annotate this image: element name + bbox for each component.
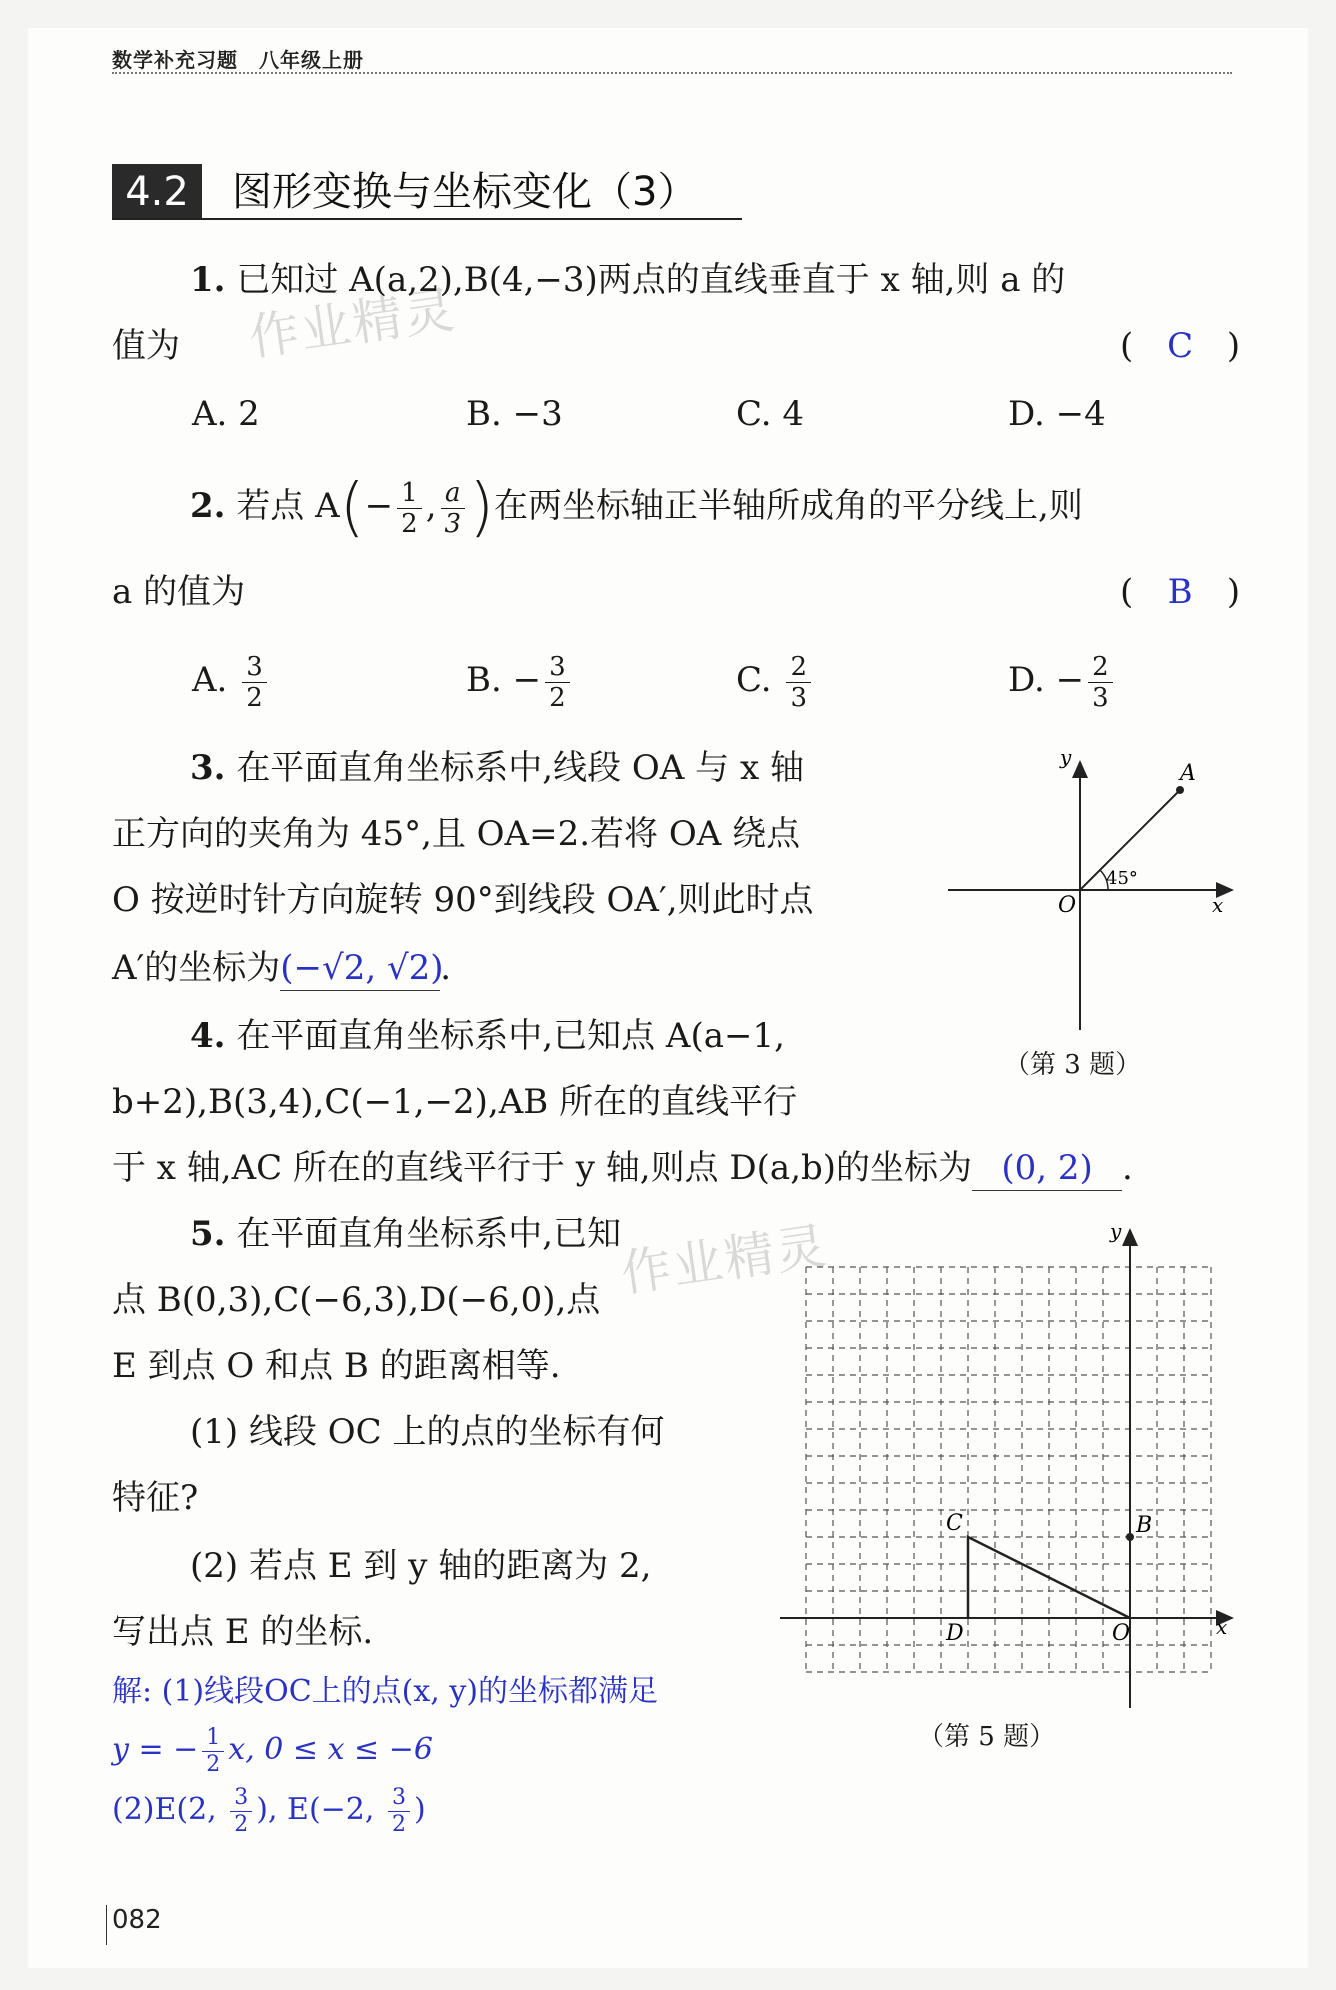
q3-stem: 在平面直角坐标系中,线段 OA 与 x 轴: [236, 748, 804, 788]
option-sign: −: [1055, 660, 1085, 700]
option-frac: [1088, 652, 1113, 713]
q1-line1: [190, 258, 1065, 302]
q1-number: 1.: [190, 260, 226, 300]
frac-den: 2: [246, 682, 263, 713]
q5-caption: （第 5 题）: [918, 1722, 1056, 1752]
y-axis-label: y: [1110, 1219, 1122, 1243]
q4-prompt: 于 x 轴,AC 所在的直线平行于 y 轴,则点 D(a,b)的坐标为: [112, 1148, 973, 1188]
q5-line2: 点 B(0,3),C(−6,3),D(−6,0),点: [112, 1280, 601, 1320]
q3-prompt: A′的坐标为: [112, 948, 281, 988]
q5-line3: E 到点 O 和点 B 的距离相等.: [112, 1346, 561, 1386]
q5-part2-a: (2) 若点 E 到 y 轴的距离为 2,: [190, 1546, 652, 1586]
solution-frac: [388, 1785, 410, 1838]
frac-num: 3: [388, 1785, 410, 1812]
x-axis-label: x: [1212, 893, 1224, 917]
q2-answer: B: [1167, 572, 1193, 612]
solution-text: ): [413, 1792, 426, 1827]
q4-answer: (0, 2): [972, 1146, 1122, 1191]
q5-part1-b: 特征?: [112, 1478, 199, 1518]
frac-num: 2: [1088, 652, 1113, 683]
q2-option-c: [736, 640, 815, 720]
origin-label: O: [1058, 893, 1077, 918]
q5-number: 5.: [190, 1214, 226, 1254]
option-label: D.: [1008, 660, 1045, 700]
point-b: [1126, 1533, 1134, 1541]
frac-den: 2: [391, 1811, 406, 1837]
q1-option-d: D. −4: [1008, 394, 1106, 434]
point-a: [1176, 786, 1184, 794]
q1-answer: C: [1167, 326, 1194, 366]
q3-answer: (−√2, √2): [280, 946, 440, 991]
q5-solution-line1: 解: (1)线段OC上的点(x, y)的坐标都满足: [112, 1674, 659, 1709]
q2-answer-bracket: [1120, 570, 1240, 614]
q1-line2: 值为: [112, 326, 180, 366]
dashed-grid: [806, 1267, 1211, 1672]
origin-label: O: [1112, 1621, 1131, 1646]
watermark: 作业精灵: [245, 280, 460, 368]
q4-line1: [190, 1014, 785, 1058]
page-number-bar: [106, 1905, 107, 1945]
solution-frac: [202, 1725, 224, 1778]
point-c-label: C: [946, 1511, 963, 1536]
angle-label: 45°: [1106, 868, 1138, 889]
q3-line3: O 按逆时针方向旋转 90°到线段 OA′,则此时点: [112, 880, 814, 920]
q1-answer-bracket: [1120, 324, 1240, 368]
option-label: C.: [736, 660, 772, 700]
q2-pre: 若点 A: [236, 486, 340, 526]
x-axis-label: x: [1216, 1615, 1228, 1639]
q5-line1: [190, 1212, 621, 1256]
frac-den: 2: [401, 508, 418, 539]
q3-number: 3.: [190, 748, 226, 788]
frac-num: a: [441, 478, 466, 509]
period: .: [440, 948, 452, 988]
triangle-ocd: [968, 1537, 1130, 1618]
q2-number: 2.: [190, 486, 226, 526]
q1-stem: 已知过 A(a,2),B(4,−3)两点的直线垂直于 x 轴,则 a 的: [236, 260, 1066, 300]
frac-num: 3: [230, 1785, 252, 1812]
q5-solution-line2: [112, 1722, 433, 1778]
section-underline: [112, 218, 742, 220]
q5-part1-a: (1) 线段 OC 上的点的坐标有何: [190, 1412, 665, 1452]
q3-line2: 正方向的夹角为 45°,且 OA=2.若将 OA 绕点: [112, 814, 801, 854]
point-d-label: D: [946, 1621, 964, 1646]
q5-solution-line3: [112, 1780, 426, 1840]
q1-option-b: B. −3: [466, 394, 563, 434]
section-title: 图形变换与坐标变化（3）: [232, 169, 698, 215]
q2-paren-right: ): [469, 471, 495, 545]
q1-option-c: C. 4: [736, 394, 805, 434]
frac-num: 3: [545, 652, 570, 683]
q2-paren-left: (: [339, 471, 365, 545]
paren-open: (: [1120, 572, 1134, 612]
page-number: 082: [112, 1905, 162, 1935]
q2-option-a: [192, 640, 271, 720]
option-sign: −: [512, 660, 542, 700]
q5-part2-b: 写出点 E 的坐标.: [112, 1612, 374, 1652]
header-divider: [112, 72, 1232, 74]
solution-text: ), E(−2,: [256, 1792, 384, 1827]
option-label: B.: [466, 660, 502, 700]
q3-caption: （第 3 题）: [1004, 1050, 1142, 1080]
watermark: 作业精灵: [617, 1216, 832, 1304]
q1-option-a: A. 2: [192, 394, 260, 434]
option-frac: [545, 652, 570, 713]
frac-num: 2: [786, 652, 811, 683]
frac-den: 2: [549, 682, 566, 713]
q2-option-d: [1008, 640, 1117, 720]
q5-figure: [770, 1218, 1240, 1718]
solution-frac: [230, 1785, 252, 1838]
frac-den: 3: [444, 508, 462, 539]
frac-den: 3: [790, 682, 807, 713]
q2-option-b: [466, 640, 574, 720]
option-label: A.: [192, 660, 228, 700]
running-header: 数学补充习题 八年级上册: [112, 48, 364, 72]
q3-line4: [112, 946, 451, 991]
solution-text: y = −: [112, 1732, 199, 1767]
frac-num: 1: [397, 478, 422, 509]
frac-num: 3: [242, 652, 267, 683]
section-number: 4.2: [112, 164, 202, 220]
option-frac: [786, 652, 811, 713]
option-frac: [242, 652, 267, 713]
q2-frac2: [441, 478, 466, 539]
q4-line3: [112, 1146, 1133, 1191]
y-axis-label: y: [1060, 750, 1072, 769]
q2-line1: 2. 若点 A(− $\frac{1}{2}$ , $\frac{a}{3}$ )在两坐标轴正半轴所成角的平分线上,则: [190, 471, 1083, 545]
frac-den: 3: [1092, 682, 1109, 713]
point-b-label: B: [1136, 1513, 1153, 1538]
q5-stem: 在平面直角坐标系中,已知: [236, 1214, 622, 1254]
q4-number: 4.: [190, 1016, 226, 1056]
frac-num: 1: [202, 1725, 224, 1752]
paren-close: ): [1226, 572, 1241, 612]
point-a-label: A: [1180, 761, 1196, 786]
q4-stem: 在平面直角坐标系中,已知点 A(a−1,: [236, 1016, 785, 1056]
solution-text: x, 0 ≤ x ≤ −6: [228, 1732, 433, 1767]
frac-den: 2: [234, 1811, 249, 1837]
paren-close: ): [1226, 326, 1241, 366]
period: .: [1122, 1148, 1133, 1188]
solution-text: (2)E(2,: [112, 1792, 227, 1827]
frac-den: 2: [206, 1751, 221, 1777]
paren-open: (: [1120, 326, 1134, 366]
q2-frac1: [397, 478, 422, 539]
q3-line1: [190, 746, 804, 790]
q4-line2: b+2),B(3,4),C(−1,−2),AB 所在的直线平行: [112, 1082, 798, 1122]
q2-post: 在两坐标轴正半轴所成角的平分线上,则: [494, 486, 1083, 526]
q2-line2: a 的值为: [112, 572, 246, 612]
